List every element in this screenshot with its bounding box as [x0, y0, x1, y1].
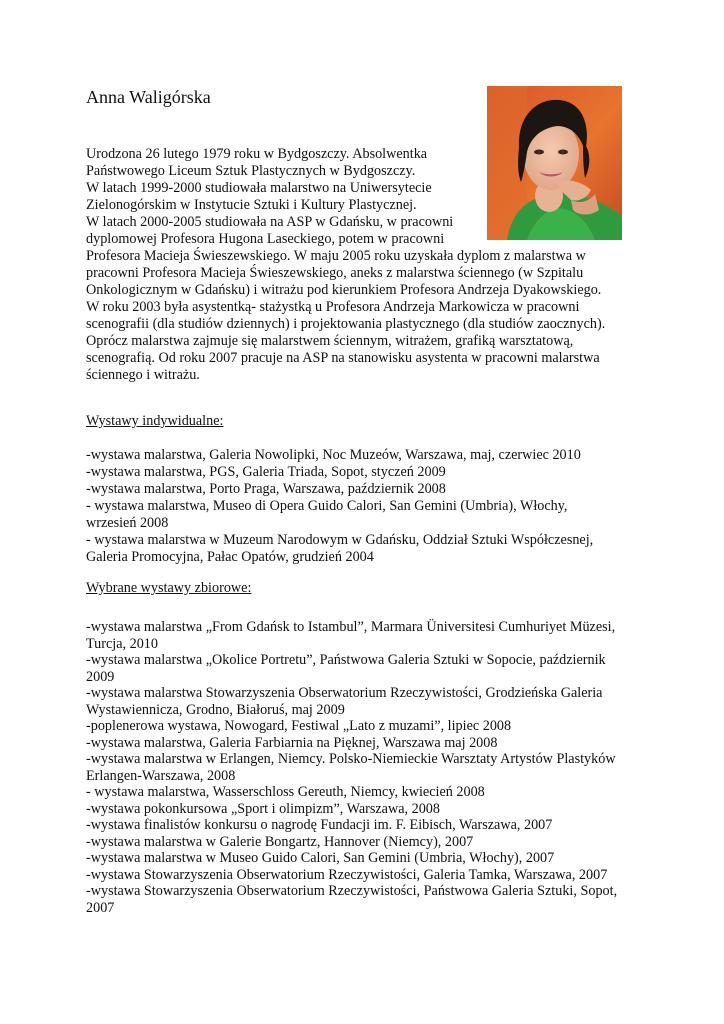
- list-item: -wystawa malarstwa „From Gdańsk to Istambul”, Marmara Üniversitesi Cumhuriyet Müzesi,: [86, 619, 616, 635]
- bio-line: dyplomowej Profesora Hugona Laseckiego, potem w pracowni: [86, 231, 445, 247]
- list-item: 2007: [86, 900, 115, 916]
- bio-line: Państwowego Liceum Sztuk Plastycznych w Bydgoszczy.: [86, 163, 416, 179]
- bio-line: W latach 1999-2000 studiowała malarstwo na Uniwersytecie: [86, 180, 432, 196]
- list-item: -wystawa malarstwa w Museo Guido Calori, San Gemini (Umbria, Włochy), 2007: [86, 850, 555, 866]
- list-item: Galeria Promocyjna, Pałac Opatów, grudzień 2004: [86, 549, 374, 565]
- bio-line: Profesora Macieja Świeszewskiego. W maju 2005 roku uzyskała dyplom z malarstwa w: [86, 248, 586, 264]
- bio-line: Onkologicznym w Gdańsku) i witrażu pod kierunkiem Profesora Andrzeja Dyakowskiego.: [86, 282, 602, 298]
- list-item: - wystawa malarstwa w Muzeum Narodowym w Gdańsku, Oddział Sztuki Współczesnej,: [86, 532, 594, 548]
- list-item: -wystawa malarstwa Stowarzyszenia Obserwatorium Rzeczywistości, Grodzieńska Galeria: [86, 685, 603, 701]
- portrait-photo: [487, 86, 622, 240]
- bio-line: W roku 2003 była asystentką- stażystką u Profesora Andrzeja Markowicza w pracowni: [86, 299, 580, 315]
- page-title: Anna Waligórska: [86, 87, 211, 107]
- list-item: -wystawa malarstwa w Erlangen, Niemcy. Polsko-Niemieckie Warsztaty Artystów Plastyków: [86, 751, 616, 767]
- individual-exhibitions-heading: Wystawy indywidualne:: [86, 413, 224, 429]
- list-item: -wystawa malarstwa, Galeria Nowolipki, Noc Muzeów, Warszawa, maj, czerwiec 2010: [86, 447, 581, 463]
- bio-line: scenografii (dla studiów dziennych) i projektowania plastycznego (dla studiów zaocznych).: [86, 316, 606, 332]
- group-exhibitions-heading: Wybrane wystawy zbiorowe:: [86, 580, 252, 596]
- list-item: -wystawa malarstwa, PGS, Galeria Triada, Sopot, styczeń 2009: [86, 464, 446, 480]
- bio-line: W latach 2000-2005 studiowała na ASP w Gdańsku, w pracowni: [86, 214, 454, 230]
- list-item: Wystawiennicza, Grodno, Białoruś, maj 2009: [86, 702, 345, 718]
- list-item: Erlangen-Warszawa, 2008: [86, 768, 236, 784]
- bio-line: Urodzona 26 lutego 1979 roku w Bydgoszczy. Absolwentka: [86, 146, 428, 162]
- bio-line: scenografią. Od roku 2007 pracuje na ASP na stanowisku asystenta w pracowni malarstwa: [86, 350, 600, 366]
- list-item: -wystawa malarstwa w Galerie Bongartz, Hannover (Niemcy), 2007: [86, 834, 474, 850]
- list-item: - wystawa malarstwa, Museo di Opera Guido Calori, San Gemini (Umbria), Włochy,: [86, 498, 568, 514]
- list-item: -wystawa Stowarzyszenia Obserwatorium Rzeczywistości, Galeria Tamka, Warszawa, 2007: [86, 867, 608, 883]
- bio-line: pracowni Profesora Macieja Świeszewskiego, aneks z malarstwa ściennego (w Szpitalu: [86, 265, 584, 281]
- list-item: -wystawa malarstwa, Galeria Farbiarnia na Pięknej, Warszawa maj 2008: [86, 735, 498, 751]
- bio-line: Zielonogórskim w Instytucie Sztuki i Kultury Plastycznej.: [86, 197, 417, 213]
- list-item: Turcja, 2010: [86, 636, 158, 652]
- list-item: -wystawa pokonkursowa „Sport i olimpizm”, Warszawa, 2008: [86, 801, 440, 817]
- list-item: -wystawa Stowarzyszenia Obserwatorium Rzeczywistości, Państwowa Galeria Sztuki, Sopot,: [86, 883, 618, 899]
- bio-line: Oprócz malarstwa zajmuje się malarstwem ściennym, witrażem, grafiką warsztatową,: [86, 333, 574, 349]
- list-item: wrzesień 2008: [86, 515, 169, 531]
- list-item: -poplenerowa wystawa, Nowogard, Festiwal „Lato z muzami”, lipiec 2008: [86, 718, 512, 734]
- list-item: -wystawa malarstwa „Okolice Portretu”, Państwowa Galeria Sztuki w Sopocie, październik: [86, 652, 606, 668]
- list-item: -wystawa malarstwa, Porto Praga, Warszawa, październik 2008: [86, 481, 446, 497]
- list-item: - wystawa malarstwa, Wasserschloss Gereuth, Niemcy, kwiecień 2008: [86, 784, 485, 800]
- bio-line: ściennego i witrażu.: [86, 367, 200, 383]
- list-item: -wystawa finalistów konkursu o nagrodę Fundacji im. F. Eibisch, Warszawa, 2007: [86, 817, 553, 833]
- list-item: 2009: [86, 669, 115, 685]
